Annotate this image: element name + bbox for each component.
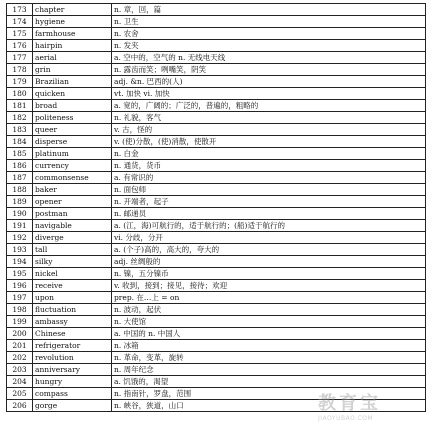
row-number: 194	[7, 256, 33, 268]
row-word: revolution	[33, 352, 112, 364]
row-number: 197	[7, 292, 33, 304]
row-definition: v. 收到，接到；接见，接待；欢迎	[112, 280, 426, 292]
row-definition: vt. 加快 vi. 加快	[112, 88, 426, 100]
row-number: 204	[7, 376, 33, 388]
row-word: tall	[33, 244, 112, 256]
row-word: postman	[33, 208, 112, 220]
row-number: 174	[7, 16, 33, 28]
table-row	[7, 316, 426, 328]
row-word: ambassy	[33, 316, 112, 328]
table-row	[7, 16, 426, 28]
row-word: opener	[33, 196, 112, 208]
row-word: hairpin	[33, 40, 112, 52]
row-number: 195	[7, 268, 33, 280]
table-row	[7, 160, 426, 172]
row-number: 182	[7, 112, 33, 124]
row-word: chapter	[33, 4, 112, 16]
row-number: 201	[7, 340, 33, 352]
row-number: 205	[7, 388, 33, 400]
row-definition: n. 白金	[112, 148, 426, 160]
row-word: Brazilian	[33, 76, 112, 88]
row-definition: a. 空中的，空气的 n. 无线电天线	[112, 52, 426, 64]
row-word: commonsense	[33, 172, 112, 184]
table-row	[7, 28, 426, 40]
row-definition: a. 中国的 n. 中国人	[112, 328, 426, 340]
table-row	[7, 208, 426, 220]
row-word: fluctuation	[33, 304, 112, 316]
row-number: 177	[7, 52, 33, 64]
row-number: 188	[7, 184, 33, 196]
row-definition: n. 冰箱	[112, 340, 426, 352]
row-word: currency	[33, 160, 112, 172]
vocabulary-sheet	[6, 3, 426, 412]
table-row	[7, 184, 426, 196]
row-definition: v. 古，怪的	[112, 124, 426, 136]
row-word: grin	[33, 64, 112, 76]
row-number: 187	[7, 172, 33, 184]
watermark-sub-text: JIAOYUBAO.COM	[318, 415, 374, 422]
row-word: receive	[33, 280, 112, 292]
row-definition: n. 章，回，篇	[112, 4, 426, 16]
table-row	[7, 220, 426, 232]
row-definition: n. 发夹	[112, 40, 426, 52]
row-definition: n. 开端者，起子	[112, 196, 426, 208]
row-definition: a. 饥饿的，渴望	[112, 376, 426, 388]
row-word: upon	[33, 292, 112, 304]
row-word: queer	[33, 124, 112, 136]
row-definition: n. 周年纪念	[112, 364, 426, 376]
table-row	[7, 232, 426, 244]
row-definition: n. 面包师	[112, 184, 426, 196]
row-word: gorge	[33, 400, 112, 412]
row-number: 193	[7, 244, 33, 256]
row-definition: v. (使)分散，(使)消散，使散开	[112, 136, 426, 148]
table-row	[7, 100, 426, 112]
row-word: broad	[33, 100, 112, 112]
row-number: 196	[7, 280, 33, 292]
row-definition: n. 通货，货币	[112, 160, 426, 172]
row-definition: n. 峡谷，狭道，山口	[112, 400, 426, 412]
table-row	[7, 88, 426, 100]
table-row	[7, 388, 426, 400]
vocabulary-table	[6, 3, 426, 412]
row-word: Chinese	[33, 328, 112, 340]
row-word: aerial	[33, 52, 112, 64]
row-number: 191	[7, 220, 33, 232]
row-number: 199	[7, 316, 33, 328]
row-number: 186	[7, 160, 33, 172]
row-word: baker	[33, 184, 112, 196]
row-number: 190	[7, 208, 33, 220]
row-number: 206	[7, 400, 33, 412]
row-number: 176	[7, 40, 33, 52]
table-row	[7, 172, 426, 184]
row-word: silky	[33, 256, 112, 268]
row-definition: vi. 分歧，分开	[112, 232, 426, 244]
row-number: 179	[7, 76, 33, 88]
row-definition: a. (个子)高的，高大的，夸大的	[112, 244, 426, 256]
table-row	[7, 4, 426, 16]
row-number: 203	[7, 364, 33, 376]
row-definition: n. 波动，起伏	[112, 304, 426, 316]
row-word: navigable	[33, 220, 112, 232]
row-number: 173	[7, 4, 33, 16]
table-row	[7, 364, 426, 376]
table-row	[7, 76, 426, 88]
table-row	[7, 256, 426, 268]
row-definition: adj. &n. 巴西的(人)	[112, 76, 426, 88]
table-row	[7, 64, 426, 76]
row-word: anniversary	[33, 364, 112, 376]
row-word: nickel	[33, 268, 112, 280]
row-number: 200	[7, 328, 33, 340]
row-number: 202	[7, 352, 33, 364]
row-number: 180	[7, 88, 33, 100]
table-row	[7, 280, 426, 292]
table-row	[7, 400, 426, 412]
row-definition: adj. 丝绸般的	[112, 256, 426, 268]
row-number: 198	[7, 304, 33, 316]
row-definition: n. 露齿而笑；咧嘴笑，阴笑	[112, 64, 426, 76]
row-word: hungry	[33, 376, 112, 388]
row-definition: n. 大使馆	[112, 316, 426, 328]
row-definition: a. 宽的，广阔的；广泛的，普遍的，粗略的	[112, 100, 426, 112]
row-definition: n. 礼貌，客气	[112, 112, 426, 124]
table-row	[7, 292, 426, 304]
table-row	[7, 40, 426, 52]
row-number: 184	[7, 136, 33, 148]
row-word: politeness	[33, 112, 112, 124]
table-row	[7, 352, 426, 364]
table-row	[7, 124, 426, 136]
table-row	[7, 112, 426, 124]
row-word: refrigerator	[33, 340, 112, 352]
row-definition: a. 有常识的	[112, 172, 426, 184]
row-word: compass	[33, 388, 112, 400]
row-number: 181	[7, 100, 33, 112]
vocabulary-rows	[7, 4, 426, 412]
row-definition: n. 指南针，罗盘，范围	[112, 388, 426, 400]
row-definition: prep. 在…上 = on	[112, 292, 426, 304]
row-number: 183	[7, 124, 33, 136]
table-row	[7, 148, 426, 160]
row-definition: n. 镍，五分镍币	[112, 268, 426, 280]
watermark-main-text: 教育宝	[318, 393, 381, 414]
row-word: farmhouse	[33, 28, 112, 40]
row-word: platinum	[33, 148, 112, 160]
row-word: hygiene	[33, 16, 112, 28]
table-row	[7, 340, 426, 352]
row-number: 189	[7, 196, 33, 208]
table-row	[7, 52, 426, 64]
row-definition: n. 卫生	[112, 16, 426, 28]
table-row	[7, 268, 426, 280]
table-row	[7, 376, 426, 388]
row-definition: n. 邮递员	[112, 208, 426, 220]
table-row	[7, 196, 426, 208]
table-row	[7, 136, 426, 148]
row-number: 192	[7, 232, 33, 244]
row-word: quicken	[33, 88, 112, 100]
table-row	[7, 304, 426, 316]
row-definition: a. (江，海)可航行的，适于航行的；(船)适于航行的	[112, 220, 426, 232]
row-definition: n. 革命，变革，旋转	[112, 352, 426, 364]
row-definition: n. 农舍	[112, 28, 426, 40]
row-number: 185	[7, 148, 33, 160]
row-word: diverge	[33, 232, 112, 244]
row-word: disperse	[33, 136, 112, 148]
table-row	[7, 328, 426, 340]
table-row	[7, 244, 426, 256]
row-number: 175	[7, 28, 33, 40]
row-number: 178	[7, 64, 33, 76]
